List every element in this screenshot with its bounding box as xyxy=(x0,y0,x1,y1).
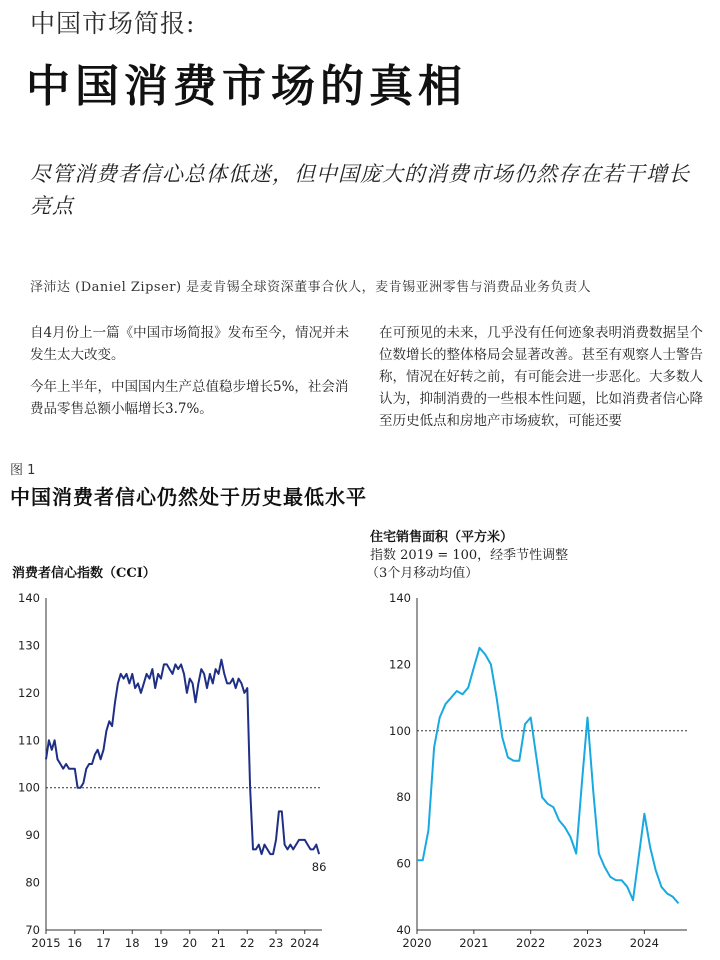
cci-x-tick-label: 17 xyxy=(96,936,111,950)
cci-x-tick-label: 18 xyxy=(124,936,140,950)
housing-x-tick-label: 2022 xyxy=(516,936,546,950)
article-title: 中国消费市场的真相 xyxy=(26,61,467,112)
figure-title: 中国消费者信心仍然处于历史最低水平 xyxy=(10,485,367,509)
housing-chart xyxy=(355,580,720,955)
cci-x-tick-label: 16 xyxy=(67,936,83,950)
body-column-right xyxy=(379,322,709,454)
housing-chart-subtitle: 指数 2019 = 100，经季节性调整 xyxy=(370,548,569,563)
body-paragraph: 今年上半年，中国国内生产总值稳步增长5%，社会消费品零售总额小幅增长3.7%。 xyxy=(30,379,349,417)
cci-x-tick-label: 23 xyxy=(268,936,284,950)
housing-y-tick-label: 120 xyxy=(389,657,411,672)
cci-x-tick-label: 21 xyxy=(211,936,226,950)
housing-y-tick-label: 60 xyxy=(396,856,411,871)
housing-y-tick-label: 100 xyxy=(389,723,411,738)
cci-y-tick-label: 130 xyxy=(18,638,40,653)
cci-y-tick-label: 70 xyxy=(25,923,40,937)
cci-y-tick-label: 140 xyxy=(18,591,40,605)
cci-end-value-label: 86 xyxy=(311,860,327,875)
cci-chart-title: 消费者信心指数（CCI） xyxy=(12,566,156,581)
housing-chart-subtitle-note: （3个月移动均值） xyxy=(366,566,479,581)
body-column-left xyxy=(30,322,352,430)
housing-y-tick-label: 80 xyxy=(396,790,411,805)
body-paragraph: 在可预见的未来，几乎没有任何迹象表明消费数据呈个位数增长的整体格局会显著改善。甚至有观察人士警告称，情况在好转之前，有可能会进一步恶化。大多数人认为，抑制消费的一些根本性问题，比如消费者信心降至历史低点和房地产市场疲软，可能还要 xyxy=(379,325,703,429)
cci-y-tick-label: 90 xyxy=(25,828,40,843)
cci-y-tick-label: 120 xyxy=(18,685,40,700)
housing-x-tick-label: 2024 xyxy=(629,936,660,950)
housing-y-tick-label: 140 xyxy=(389,591,411,605)
housing-y-tick-label: 40 xyxy=(396,923,411,937)
cci-x-tick-label: 20 xyxy=(182,936,198,950)
cci-chart xyxy=(0,580,345,955)
cci-y-tick-label: 110 xyxy=(18,733,40,748)
housing-x-tick-label: 2023 xyxy=(572,936,603,950)
cci-x-tick-label: 22 xyxy=(239,936,255,950)
body-paragraph: 自4月份上一篇《中国市场简报》发布至今，情况并未发生太大改变。 xyxy=(30,325,350,363)
housing-x-tick-label: 2020 xyxy=(402,936,432,950)
housing-series-line xyxy=(417,648,679,904)
housing-x-tick-label: 2021 xyxy=(459,936,489,950)
cci-x-tick-label: 2015 xyxy=(31,936,61,950)
article-subtitle: 尽管消费者信心总体低迷，但中国庞大的消费市场仍然存在若干增长亮点 xyxy=(30,162,690,218)
cci-x-tick-label: 19 xyxy=(153,936,169,950)
cci-y-tick-label: 80 xyxy=(25,875,40,890)
cci-series-line xyxy=(46,660,319,854)
figure-label: 图 1 xyxy=(10,463,36,478)
author-line: 泽沛达 (Daniel Zipser) 是麦肯锡全球资深董事合伙人，麦肯锡亚洲零售与消费品业务负责人 xyxy=(30,280,592,295)
housing-chart-title: 住宅销售面积（平方米） xyxy=(370,530,514,545)
series-label: 中国市场简报: xyxy=(30,9,196,38)
cci-y-tick-label: 100 xyxy=(18,780,40,795)
cci-x-tick-label: 2024 xyxy=(290,936,320,950)
